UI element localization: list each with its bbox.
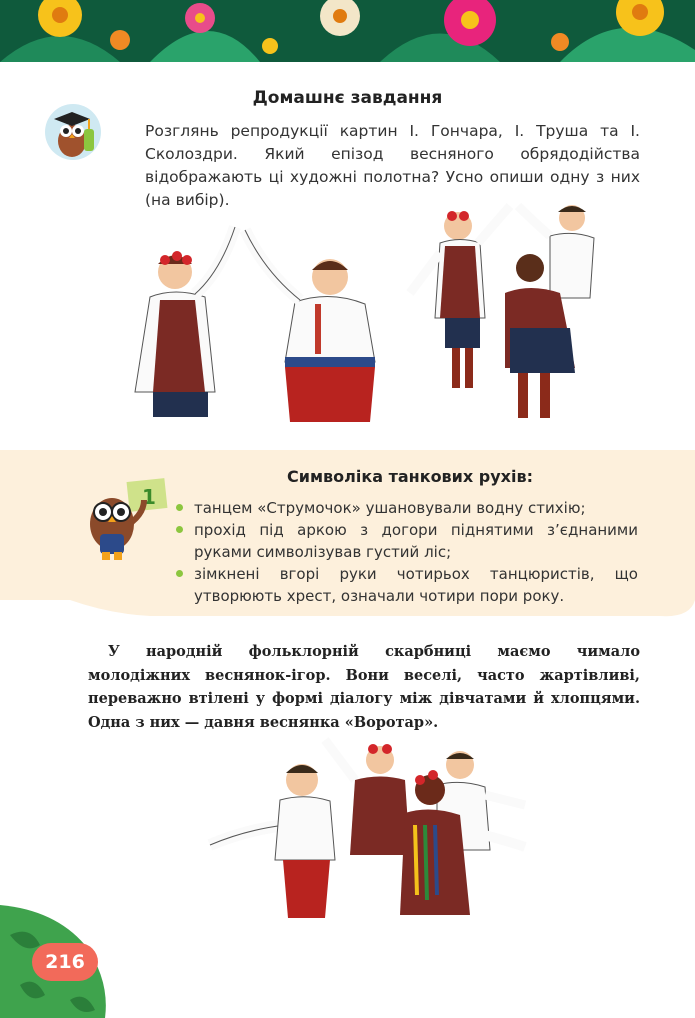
homework-title: Домашнє завдання <box>252 88 443 108</box>
list-item: зімкнені вгорі руки чотирьох танцюристів, що утворюють хрест, означали чотири пори року. <box>176 563 638 607</box>
page-number-badge: 216 <box>32 943 98 981</box>
main-paragraph: У народній фольклорній скарбниці маємо чимало молодіжних веснянок-ігор. Вони веселі, часто жартівливі, переважно втілені у формі діалогу між дівчатами й хлопцями. Одна з них — давня веснянка «Воротар». <box>88 643 640 731</box>
flower-banner <box>0 0 695 62</box>
card-number: 1 <box>142 485 156 509</box>
owl-teacher-icon <box>78 472 180 562</box>
four-dancers-illustration <box>205 735 530 920</box>
symbolism-list <box>176 497 638 607</box>
dancing-pair-arch-illustration <box>400 198 600 428</box>
dancing-couple-illustration <box>125 212 385 422</box>
list-item: прохід під аркою з догори піднятими з’єднаними руками символізував густий ліс; <box>176 519 638 563</box>
symbolism-title: Символіка танкових рухів: <box>287 467 533 486</box>
owl-graduate-icon <box>44 103 102 161</box>
homework-text: Розглянь репродукції картин І. Гончара, І. Труша та І. Сколоздри. Який епізод весняного обрядодійства відображають ці художні полотна? Усно опиши одну з них (на вибір). <box>145 122 640 209</box>
flower-icon <box>185 3 215 33</box>
list-item: танцем «Струмочок» ушановували водну стихію; <box>176 497 638 519</box>
